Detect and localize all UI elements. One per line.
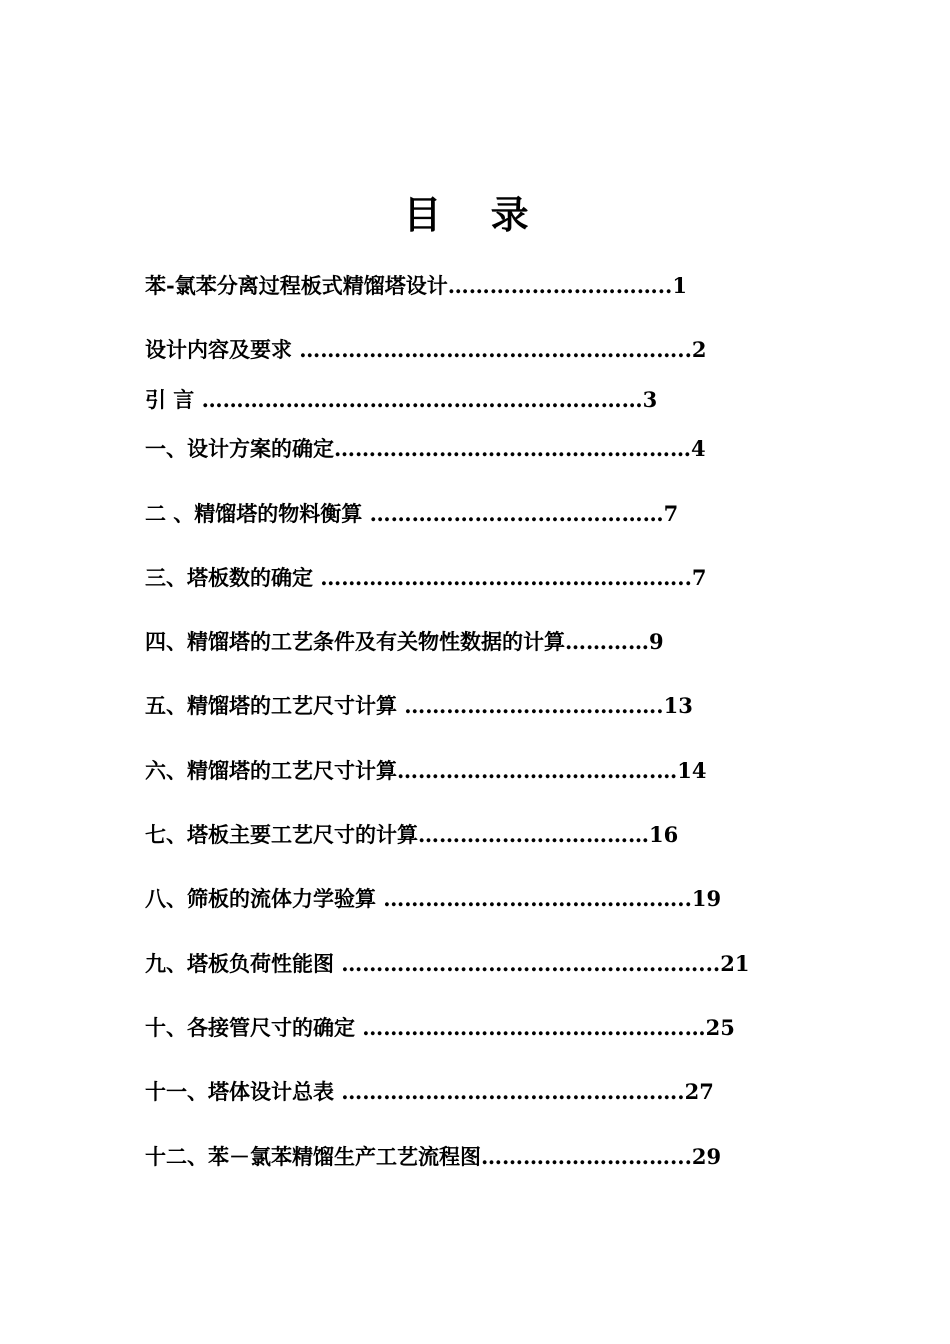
toc-entry: 六、精馏塔的工艺尺寸计算……………………………….…14: [145, 758, 707, 783]
toc-entry: 五、精馏塔的工艺尺寸计算 ……………………………….13: [145, 693, 693, 718]
toc-entry: 苯-氯苯分离过程板式精馏塔设计…………………………..1: [145, 273, 687, 298]
toc-entry: 八、筛板的流体力学验算 ……………………………………..19: [145, 886, 722, 911]
toc-entry: 九、塔板负荷性能图 ……………………………………………...21: [145, 951, 750, 976]
toc-entry: 设计内容及要求 ………………………………………………..2: [145, 337, 707, 362]
toc-entry: 引 言 ………………………………………………………3: [145, 387, 658, 412]
toc-entry: 三、塔板数的确定 ……………………………………………..7: [145, 565, 707, 590]
toc-entry: 十一、塔体设计总表 ………………………………………….27: [145, 1079, 714, 1104]
toc-entry: 十、各接管尺寸的确定 ……………………………………….…25: [145, 1015, 735, 1040]
page-title: 目 录: [403, 192, 547, 237]
toc-entry: 七、塔板主要工艺尺寸的计算……………………………16: [145, 822, 679, 847]
toc-entry: 十二、苯－氯苯精馏生产工艺流程图………………………...29: [145, 1144, 722, 1169]
toc-entry: 一、设计方案的确定……………………………………………4: [145, 436, 706, 461]
toc-entry: 四、精馏塔的工艺条件及有关物性数据的计算…………9: [145, 629, 664, 654]
toc-entry: 二 、精馏塔的物料衡算 ……………………………………7: [145, 501, 679, 526]
